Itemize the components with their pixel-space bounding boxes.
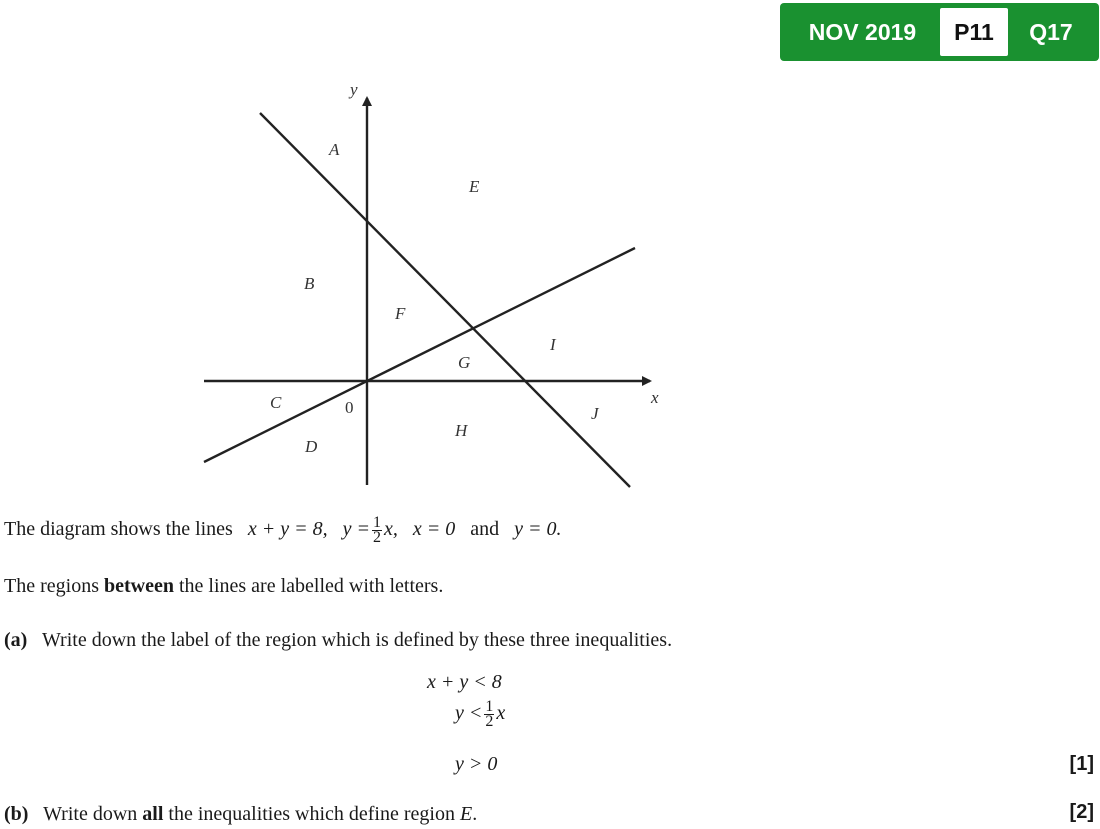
part-a-question [4,629,672,652]
regions-prefix: The regions [4,575,99,597]
equation-x-plus-y: x + y = 8, [247,518,328,541]
equation-x-eq-0: x = 0 [412,518,456,541]
line-x-plus-y-eq-8 [260,113,630,487]
regions-bold: between [103,575,174,597]
x-axis-label: x [651,388,659,407]
origin-label: 0 [345,398,354,417]
line-y-eq-half-x [204,248,635,462]
region-label-g: G [458,353,471,372]
part-b-label: (b) [4,803,29,825]
paper-label: P11 [940,8,1008,56]
region-label-i: I [550,335,556,354]
inequality-1: x + y < 8 [427,671,502,693]
intro-prefix: The diagram shows the lines [4,518,233,541]
region-label-c: C [270,393,282,412]
inequality-3: y > 0 [455,753,498,775]
region-label-d: D [305,437,318,456]
region-label-b: B [304,274,315,293]
intro-sentence [4,516,562,545]
half-fraction: $\frac{1}{2}$ [372,514,381,546]
equation-y-eq-0: y = 0. [514,518,562,541]
question-label: Q17 [1029,18,1073,45]
part-a-label: (a) [4,629,28,651]
part-b-marks: [2] [1069,801,1094,823]
regions-sentence [4,575,443,598]
region-label-j: J [591,404,599,423]
equation-half-x-lhs: y = [342,518,370,541]
region-label-a: A [329,140,340,159]
session-label: NOV 2019 [808,18,917,45]
and-word: and [470,518,500,541]
region-label-h: H [455,421,468,440]
part-a-marks: [1] [1069,753,1094,775]
regions-suffix: the lines are labelled with letters. [178,575,444,597]
equation-half-x-rhs: x, [383,518,398,541]
part-b-question: (b) Write down all the inequalities which define region E. [4,803,478,825]
inequality-2: y < $\frac{1}{2}$ x [455,698,506,730]
region-label-f: F [395,304,406,323]
region-label-e: E [469,177,480,196]
y-axis-label: y [350,80,358,99]
part-a-prompt: Write down the label of the region which is defined by these three inequalities. [41,629,673,651]
